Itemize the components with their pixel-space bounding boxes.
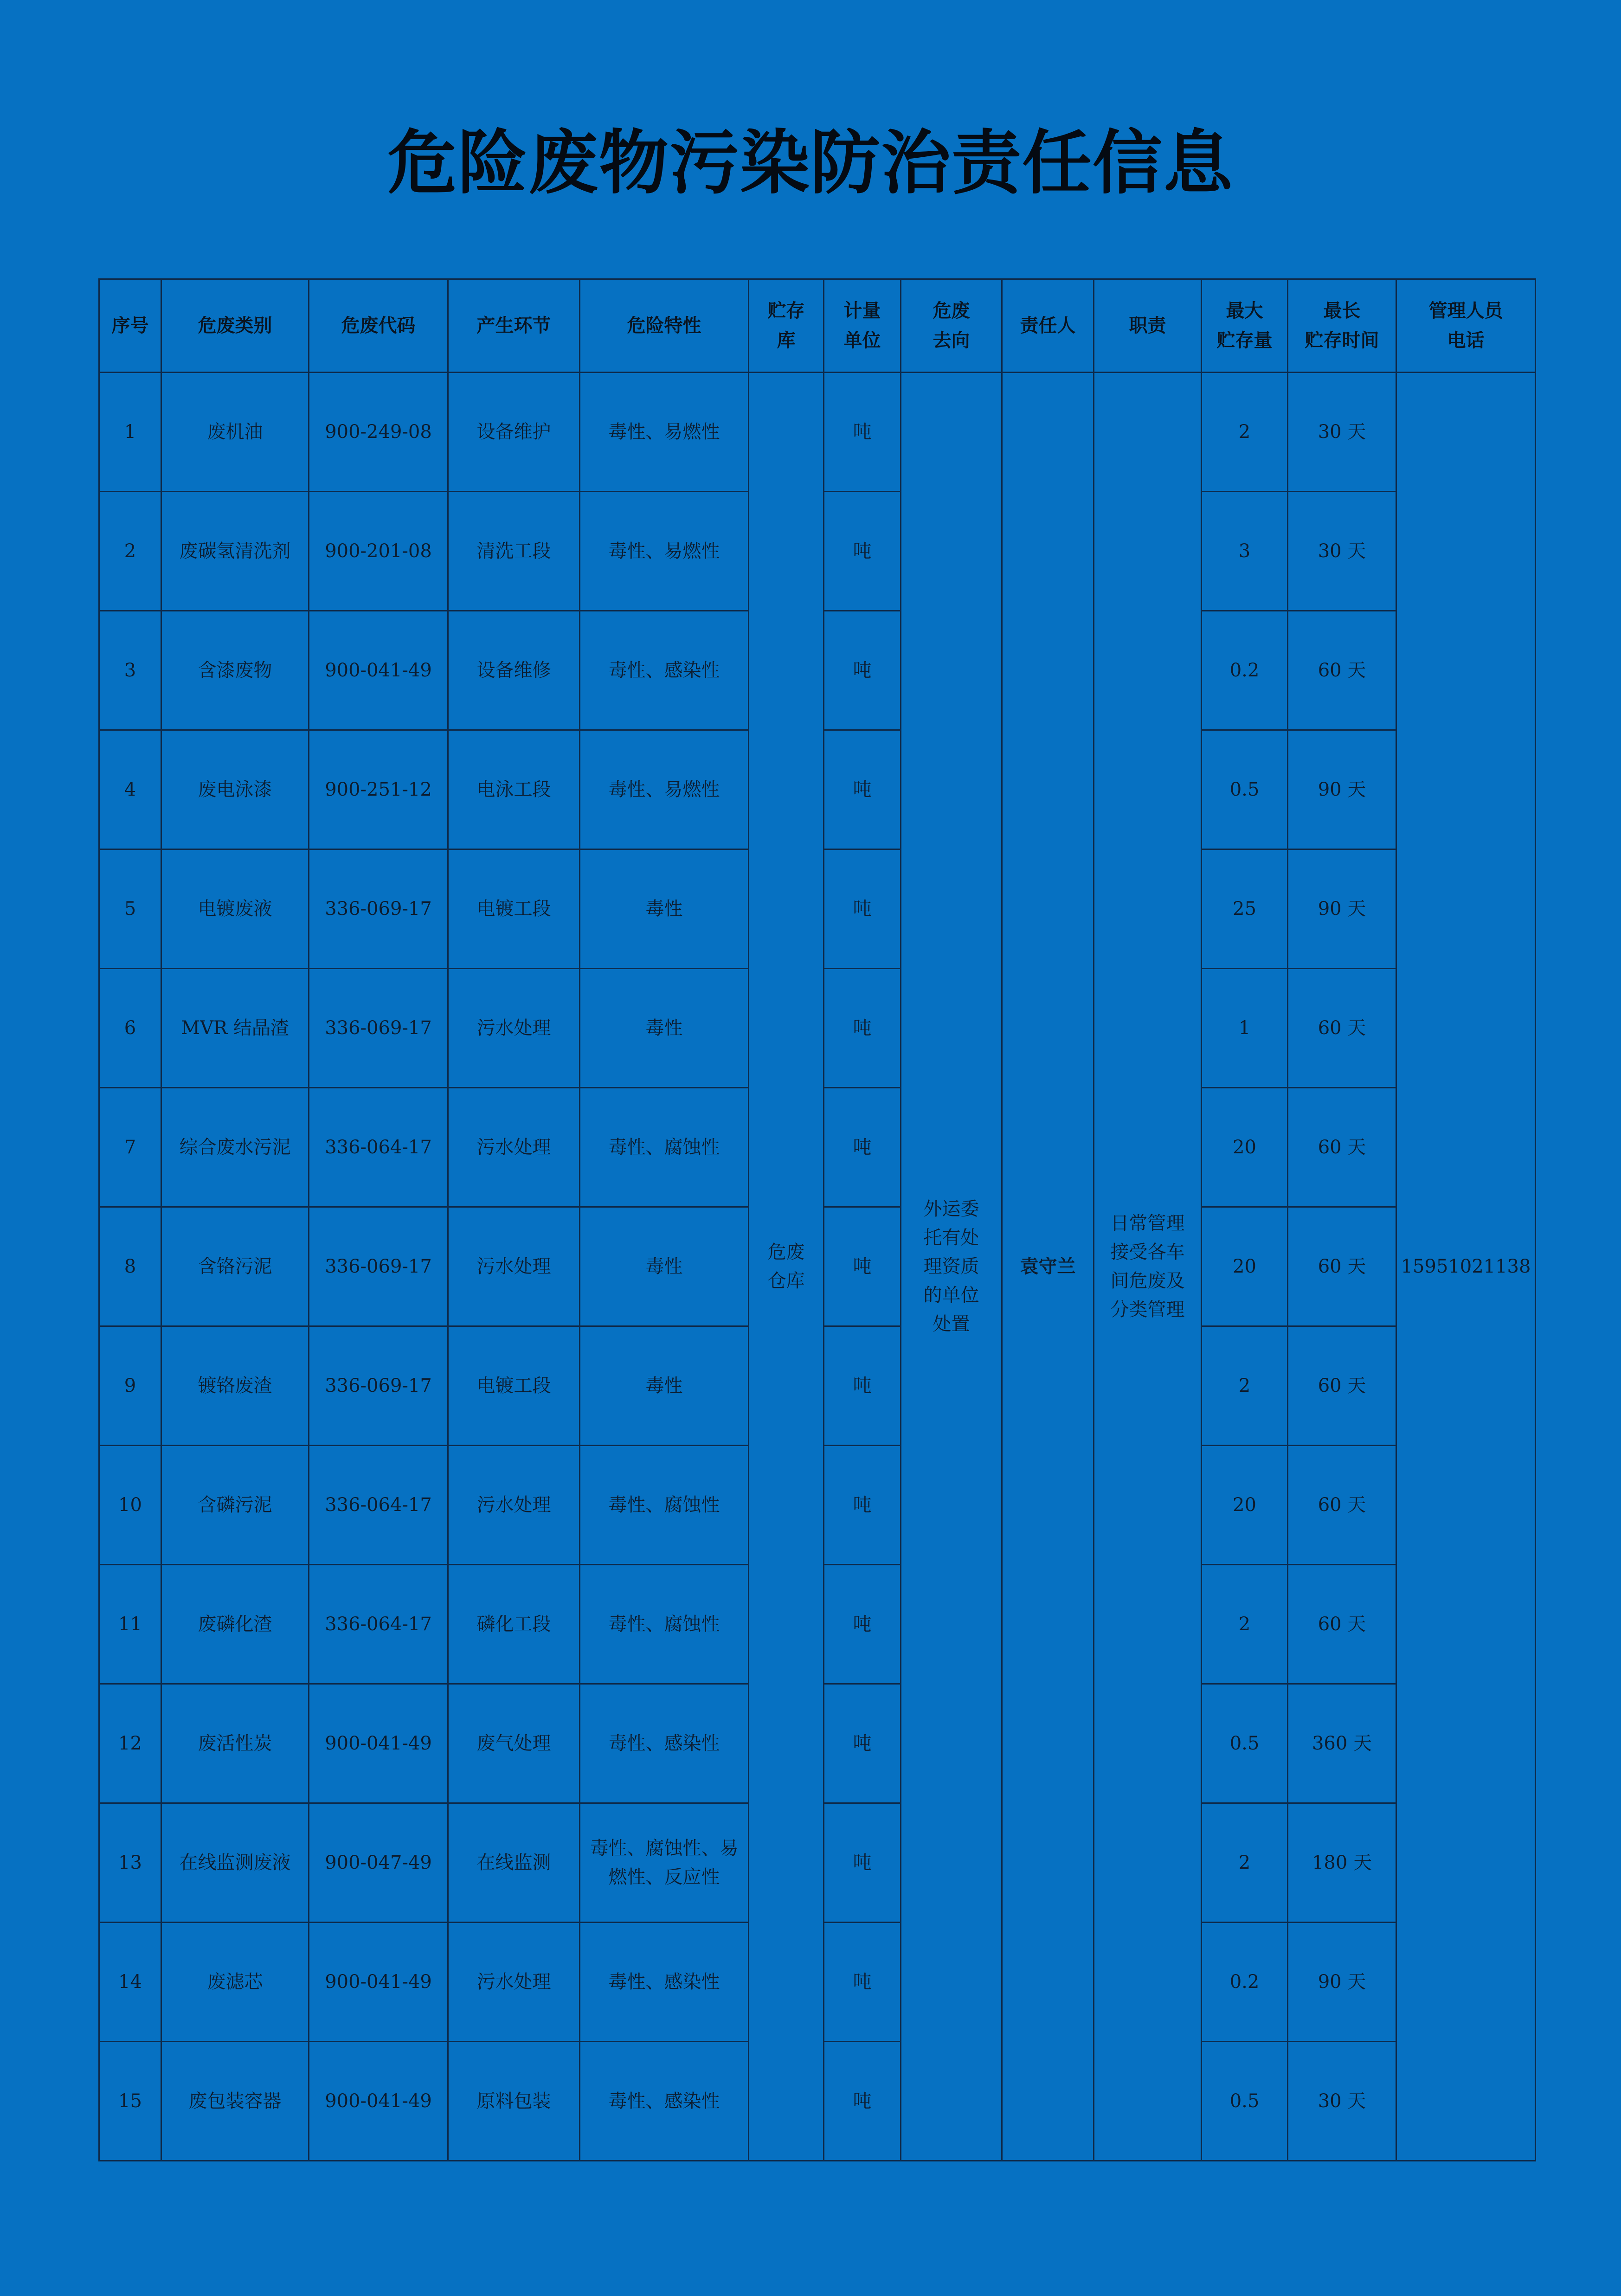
cell-category: 镀铬废渣 [161,1326,309,1446]
header-storage [749,279,824,373]
cell-max-time: 60 天 [1288,1207,1396,1326]
cell-code: 900-041-49 [309,1923,448,2042]
cell-max-time: 30 天 [1288,492,1396,611]
cell-max-storage: 1 [1202,969,1288,1088]
cell-code: 336-069-17 [309,969,448,1088]
cell-hazard: 毒性、腐蚀性 [580,1088,749,1207]
cell-unit: 吨 [824,2042,901,2161]
cell-category: 废机油 [161,373,309,492]
cell-max-time: 60 天 [1288,611,1396,730]
header-phone-line: 管理人员 [1428,300,1503,322]
duty-line: 分类管理 [1110,1299,1185,1320]
header-unit-line: 单位 [843,330,881,351]
table-row [99,373,1536,492]
duty-line: 接受各车 [1110,1241,1185,1263]
cell-max-storage: 0.2 [1202,1923,1288,2042]
cell-stage: 污水处理 [448,1923,580,2042]
cell-stage: 在线监测 [448,1803,580,1923]
cell-duty-shared [1094,373,1202,2161]
header-storage-line: 贮存 [767,300,805,322]
cell-max-time: 60 天 [1288,1565,1396,1684]
cell-storage-shared [749,373,824,2161]
cell-seq: 5 [99,849,161,969]
cell-hazard: 毒性 [580,849,749,969]
cell-max-time: 60 天 [1288,969,1396,1088]
header-max-time-line: 最长 [1323,300,1361,322]
cell-stage: 原料包装 [448,2042,580,2161]
cell-unit: 吨 [824,1565,901,1684]
cell-max-time: 30 天 [1288,2042,1396,2161]
cell-max-storage: 0.5 [1202,2042,1288,2161]
cell-max-storage: 0.5 [1202,730,1288,849]
cell-destination-shared [901,373,1002,2161]
cell-unit: 吨 [824,1326,901,1446]
cell-seq: 9 [99,1326,161,1446]
cell-hazard: 毒性 [580,1207,749,1326]
cell-max-time: 30 天 [1288,373,1396,492]
cell-max-storage: 20 [1202,1088,1288,1207]
cell-code: 900-249-08 [309,373,448,492]
table-body [99,373,1536,2161]
cell-seq: 1 [99,373,161,492]
cell-max-time: 60 天 [1288,1326,1396,1446]
cell-category: 废包装容器 [161,2042,309,2161]
cell-unit: 吨 [824,1803,901,1923]
header-max-time-line: 贮存时间 [1305,330,1379,351]
cell-seq: 3 [99,611,161,730]
destination-line: 的单位 [923,1285,979,1306]
cell-code: 336-069-17 [309,849,448,969]
cell-stage: 电泳工段 [448,730,580,849]
cell-category: 综合废水污泥 [161,1088,309,1207]
page-title: 危险废物污染防治责任信息 [387,123,1234,204]
cell-stage: 电镀工段 [448,849,580,969]
cell-unit: 吨 [824,1684,901,1803]
cell-seq: 14 [99,1923,161,2042]
cell-category: 含铬污泥 [161,1207,309,1326]
cell-max-storage: 25 [1202,849,1288,969]
cell-responsible-shared: 袁守兰 [1002,373,1094,2161]
cell-max-storage: 2 [1202,1803,1288,1923]
cell-code: 336-069-17 [309,1326,448,1446]
cell-code: 900-251-12 [309,730,448,849]
cell-max-time: 60 天 [1288,1446,1396,1565]
cell-hazard: 毒性、易燃性 [580,492,749,611]
cell-category: 废活性炭 [161,1684,309,1803]
header-responsible: 责任人 [1002,279,1094,373]
duty-line: 日常管理 [1110,1213,1185,1234]
header-destination-line: 去向 [933,330,970,351]
cell-max-storage: 20 [1202,1207,1288,1326]
cell-code: 336-064-17 [309,1088,448,1207]
destination-line: 外运委 [923,1198,979,1220]
cell-seq: 13 [99,1803,161,1923]
cell-stage: 磷化工段 [448,1565,580,1684]
cell-hazard: 毒性、感染性 [580,1923,749,2042]
destination-line: 处置 [933,1313,970,1335]
cell-category: 电镀废液 [161,849,309,969]
header-hazard: 危险特性 [580,279,749,373]
cell-max-time: 60 天 [1288,1088,1396,1207]
cell-code: 900-047-49 [309,1803,448,1923]
cell-max-storage: 3 [1202,492,1288,611]
cell-stage: 设备维护 [448,373,580,492]
cell-hazard: 毒性 [580,969,749,1088]
cell-hazard: 毒性、感染性 [580,2042,749,2161]
cell-category: 含漆废物 [161,611,309,730]
header-code: 危废代码 [309,279,448,373]
cell-seq: 11 [99,1565,161,1684]
cell-seq: 6 [99,969,161,1088]
cell-stage: 废气处理 [448,1684,580,1803]
cell-seq: 10 [99,1446,161,1565]
cell-unit: 吨 [824,492,901,611]
cell-seq: 15 [99,2042,161,2161]
header-destination-line: 危废 [933,300,970,322]
cell-max-time: 90 天 [1288,849,1396,969]
cell-unit: 吨 [824,849,901,969]
destination-line: 理资质 [923,1256,979,1277]
cell-hazard: 毒性、腐蚀性 [580,1446,749,1565]
cell-max-storage: 2 [1202,1565,1288,1684]
header-row [99,279,1536,373]
header-stage: 产生环节 [448,279,580,373]
cell-stage: 清洗工段 [448,492,580,611]
cell-max-time: 90 天 [1288,1923,1396,2042]
cell-hazard: 毒性、易燃性 [580,730,749,849]
cell-category: 废滤芯 [161,1923,309,2042]
cell-stage: 设备维修 [448,611,580,730]
storage-line: 危废 [767,1241,805,1263]
cell-hazard: 毒性、感染性 [580,1684,749,1803]
cell-code: 336-069-17 [309,1207,448,1326]
header-unit-line: 计量 [843,300,881,322]
header-duty: 职责 [1094,279,1202,373]
cell-stage: 污水处理 [448,969,580,1088]
header-seq: 序号 [99,279,161,373]
cell-stage: 污水处理 [448,1088,580,1207]
cell-max-time: 360 天 [1288,1684,1396,1803]
cell-category: 在线监测废液 [161,1803,309,1923]
cell-code: 336-064-17 [309,1446,448,1565]
header-category: 危废类别 [161,279,309,373]
cell-unit: 吨 [824,1088,901,1207]
cell-unit: 吨 [824,1446,901,1565]
header-destination [901,279,1002,373]
cell-code: 900-041-49 [309,1684,448,1803]
cell-unit: 吨 [824,730,901,849]
storage-line: 仓库 [767,1270,805,1292]
cell-category: 废碳氢清洗剂 [161,492,309,611]
destination-line: 托有处 [923,1227,979,1248]
header-max-storage-line: 贮存量 [1216,330,1273,351]
header-storage-line: 库 [777,330,796,351]
cell-unit: 吨 [824,1923,901,2042]
cell-code: 900-041-49 [309,611,448,730]
header-max-storage [1202,279,1288,373]
hazardous-waste-table [98,278,1536,2161]
header-max-time [1288,279,1396,373]
header-unit [824,279,901,373]
cell-stage: 污水处理 [448,1446,580,1565]
cell-hazard: 毒性、腐蚀性 [580,1565,749,1684]
cell-unit: 吨 [824,1207,901,1326]
cell-category: MVR 结晶渣 [161,969,309,1088]
cell-max-time: 180 天 [1288,1803,1396,1923]
cell-max-storage: 2 [1202,1326,1288,1446]
cell-seq: 7 [99,1088,161,1207]
header-max-storage-line: 最大 [1226,300,1263,322]
header-phone [1396,279,1536,373]
duty-line: 间危废及 [1110,1270,1185,1292]
cell-max-storage: 0.2 [1202,611,1288,730]
cell-max-storage: 0.5 [1202,1684,1288,1803]
cell-seq: 4 [99,730,161,849]
cell-unit: 吨 [824,611,901,730]
cell-category: 废电泳漆 [161,730,309,849]
cell-code: 900-041-49 [309,2042,448,2161]
cell-seq: 2 [99,492,161,611]
cell-stage: 电镀工段 [448,1326,580,1446]
cell-category: 废磷化渣 [161,1565,309,1684]
cell-max-time: 90 天 [1288,730,1396,849]
cell-hazard: 毒性、感染性 [580,611,749,730]
cell-hazard: 毒性 [580,1326,749,1446]
cell-stage: 污水处理 [448,1207,580,1326]
cell-max-storage: 2 [1202,373,1288,492]
cell-unit: 吨 [824,969,901,1088]
cell-phone-shared: 15951021138 [1396,373,1536,2161]
cell-code: 336-064-17 [309,1565,448,1684]
cell-unit: 吨 [824,373,901,492]
cell-hazard: 毒性、易燃性 [580,373,749,492]
header-phone-line: 电话 [1447,330,1485,351]
cell-seq: 8 [99,1207,161,1326]
cell-hazard: 毒性、腐蚀性、易燃性、反应性 [580,1803,749,1923]
cell-max-storage: 20 [1202,1446,1288,1565]
cell-category: 含磷污泥 [161,1446,309,1565]
cell-seq: 12 [99,1684,161,1803]
cell-code: 900-201-08 [309,492,448,611]
